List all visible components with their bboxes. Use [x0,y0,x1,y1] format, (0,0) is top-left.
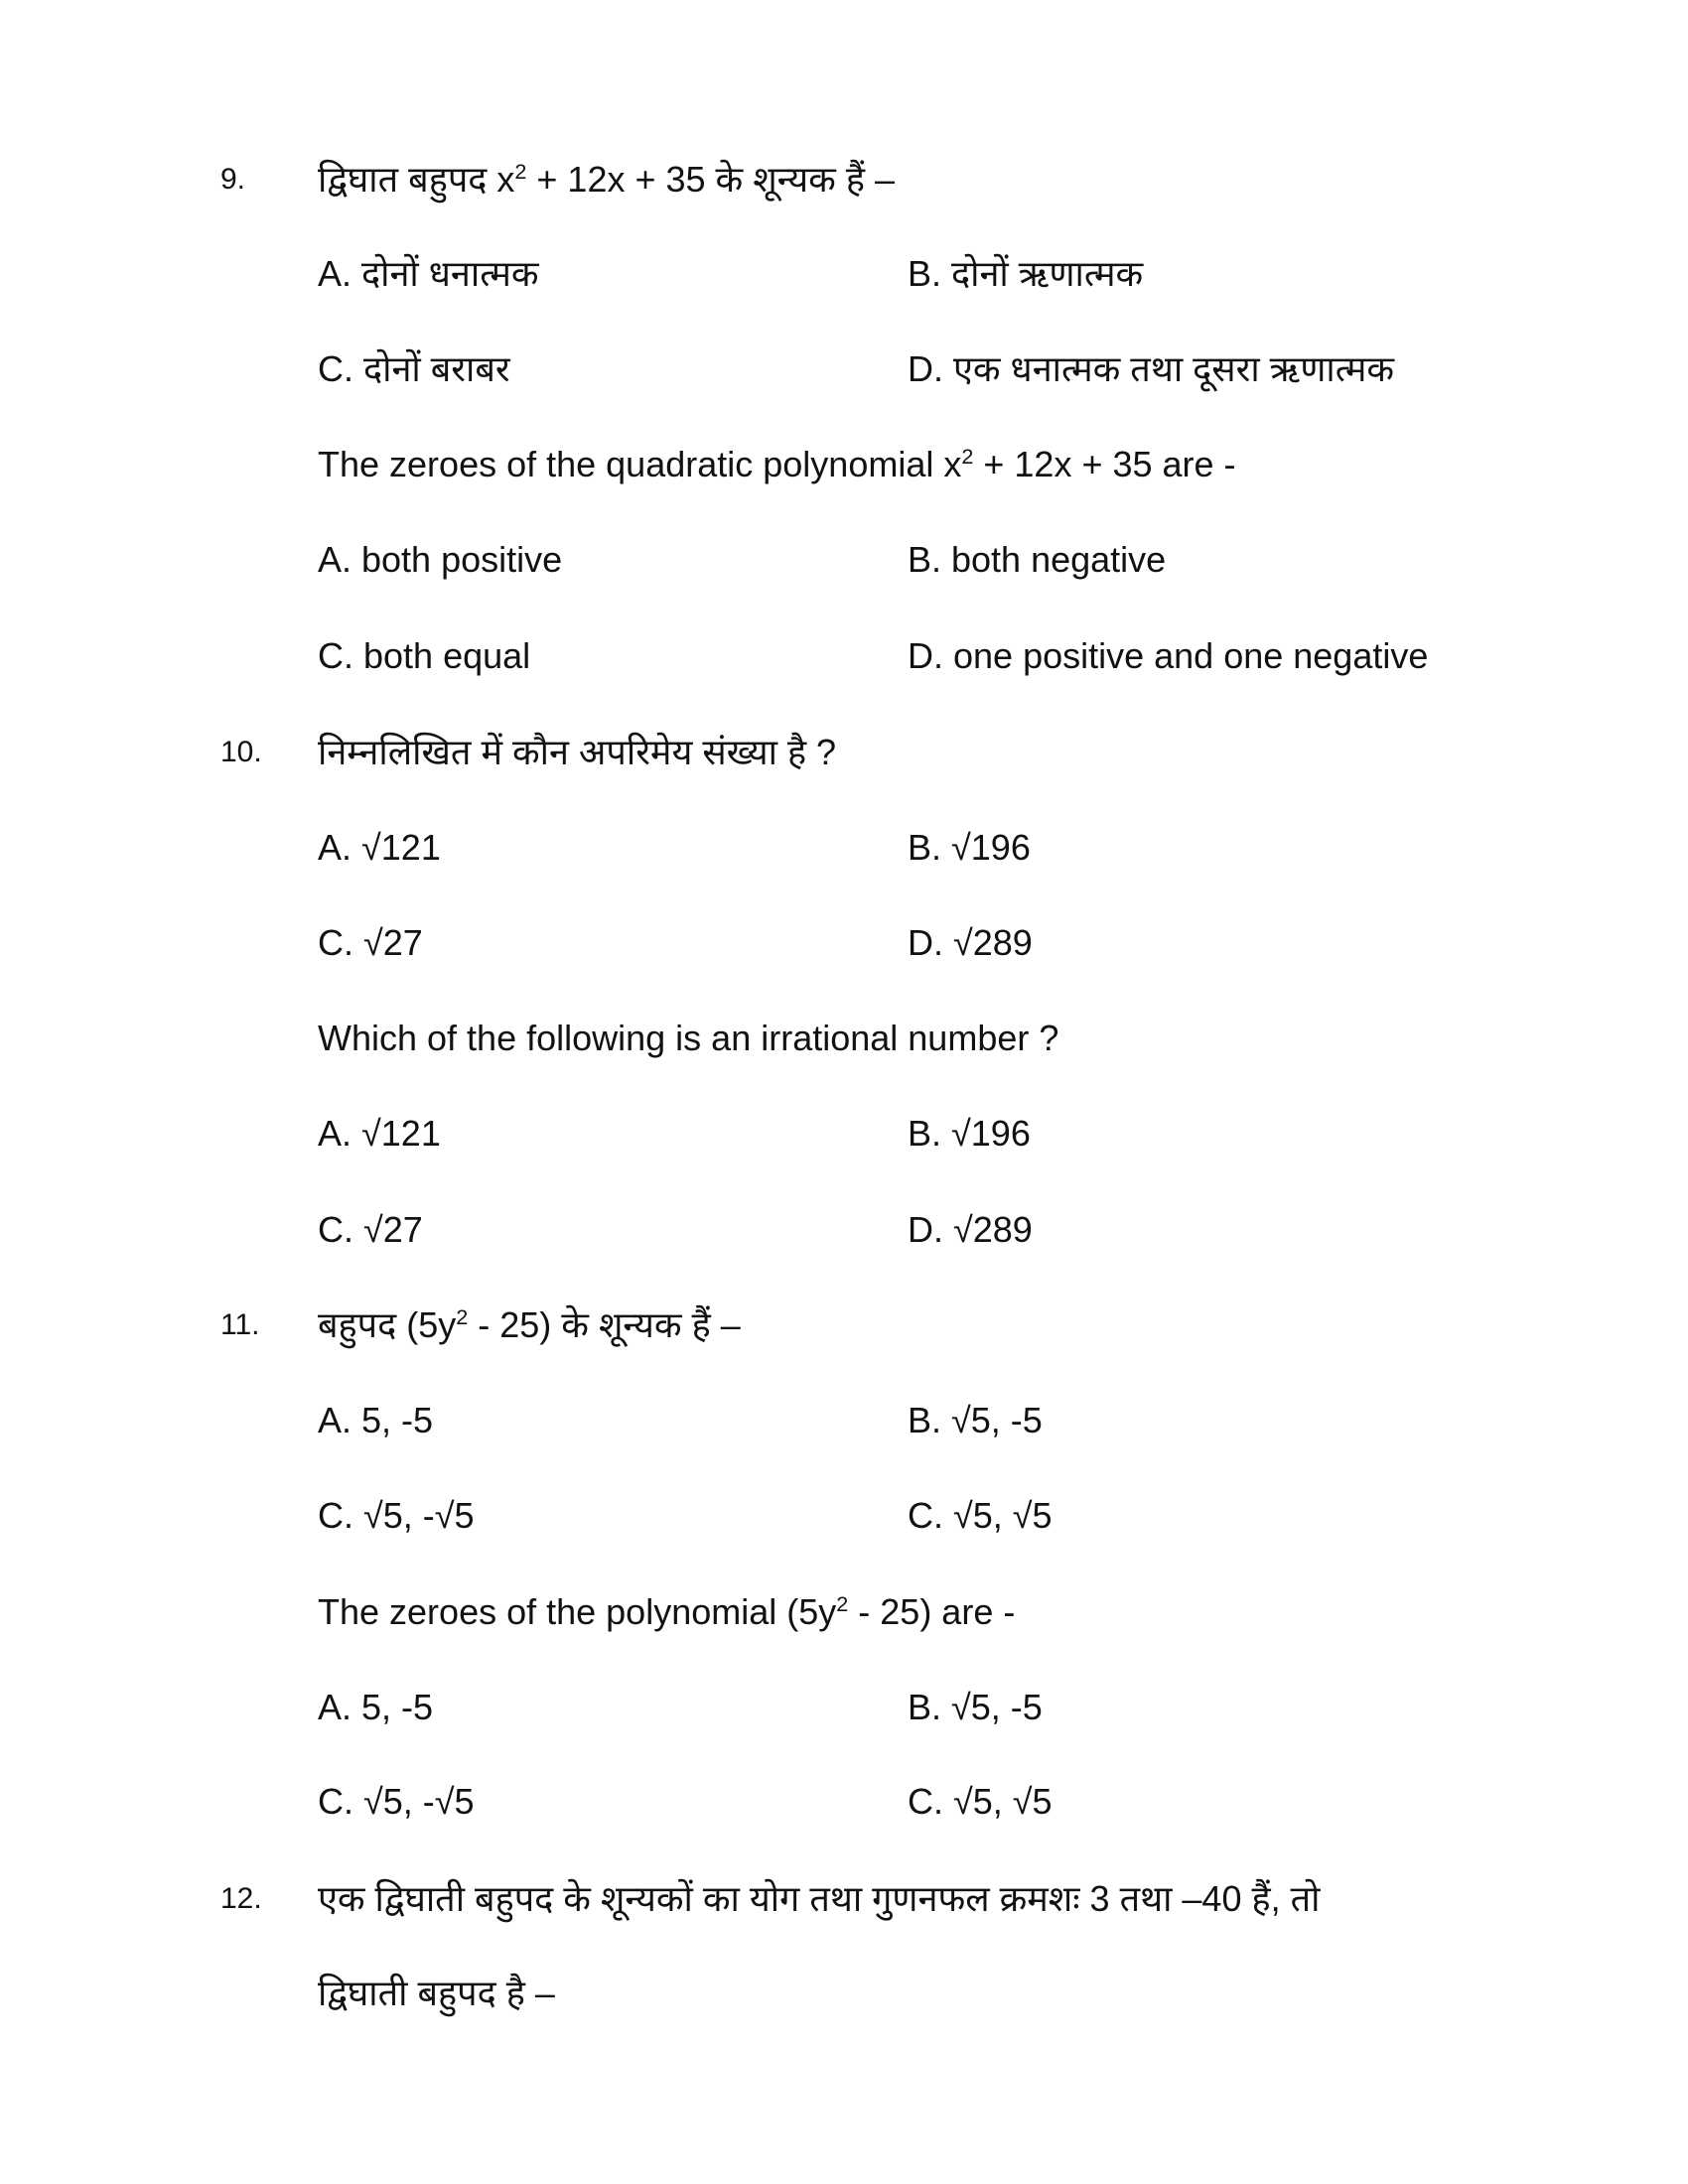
question-prompt-english: Which of the following is an irrational number ? [318,1018,1059,1058]
prompt-text: - 25) के शून्यक हैं – [468,1304,741,1345]
option-a[interactable]: A. √121 [318,1113,441,1154]
option-a[interactable]: A. both positive [318,539,563,580]
prompt-text: बहुपद (5y [318,1304,457,1345]
option-c[interactable]: C. √27 [318,1209,423,1250]
option-c[interactable]: C. both equal [318,635,531,676]
option-b[interactable]: B. both negative [908,539,1167,580]
question-number: 12. [220,1882,262,1915]
option-d[interactable]: C. √5, √5 [908,1495,1053,1536]
prompt-text: + 12x + 35 के शून्यक हैं – [526,159,895,200]
question-prompt-hindi: निम्नलिखित में कौन अपरिमेय संख्या है ? [318,732,837,772]
question-prompt-hindi [318,1303,741,1347]
option-c[interactable]: C. √5, -√5 [318,1495,475,1536]
option-c[interactable]: C. √5, -√5 [318,1781,475,1822]
option-c[interactable]: C. √27 [318,922,423,963]
option-b[interactable]: B. दोनों ऋणात्मक [908,253,1144,294]
superscript: 2 [514,159,527,185]
option-a[interactable]: A. 5, -5 [318,1400,434,1440]
question-prompt-hindi [318,158,895,202]
option-a[interactable]: A. दोनों धनात्मक [318,253,539,294]
superscript: 2 [961,444,974,470]
superscript: 2 [836,1591,849,1617]
option-d[interactable]: C. √5, √5 [908,1781,1053,1822]
option-b[interactable]: B. √196 [908,827,1031,868]
option-a[interactable]: A. 5, -5 [318,1687,434,1727]
prompt-text: द्विघात बहुपद x [318,159,515,200]
question-prompt-english [318,443,1236,486]
option-a[interactable]: A. √121 [318,827,441,868]
question-number: 11. [220,1308,260,1341]
question-prompt-hindi-line2: द्विघाती बहुपद है – [318,1973,555,2013]
prompt-text: - 25) are - [848,1591,1016,1632]
option-d[interactable]: D. √289 [908,1209,1033,1250]
prompt-text: The zeroes of the quadratic polynomial x [318,444,962,484]
prompt-text: + 12x + 35 are - [973,444,1236,484]
option-d[interactable]: D. एक धनात्मक तथा दूसरा ऋणात्मक [908,348,1395,389]
question-number: 10. [220,736,262,768]
option-b[interactable]: B. √5, -5 [908,1400,1043,1440]
option-d[interactable]: D. √289 [908,922,1033,963]
question-number: 9. [220,163,246,196]
option-b[interactable]: B. √5, -5 [908,1687,1043,1727]
superscript: 2 [456,1304,469,1330]
option-d[interactable]: D. one positive and one negative [908,635,1429,676]
option-c[interactable]: C. दोनों बराबर [318,348,510,389]
option-b[interactable]: B. √196 [908,1113,1031,1154]
question-prompt-english [318,1590,1015,1634]
prompt-text: The zeroes of the polynomial (5y [318,1591,837,1632]
question-prompt-hindi-line1: एक द्विघाती बहुपद के शून्यकों का योग तथा गुणनफल क्रमशः 3 तथा –40 हैं, तो [318,1878,1321,1919]
